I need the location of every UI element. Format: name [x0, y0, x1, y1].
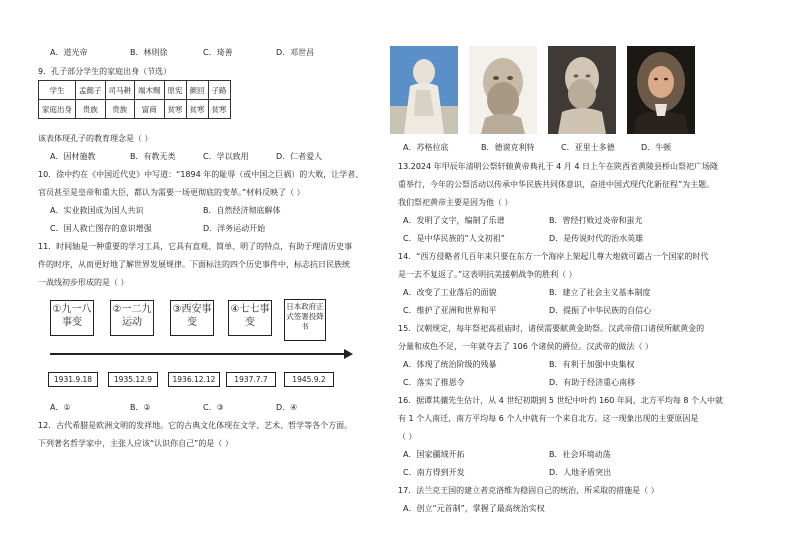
q17-stem: 17．法兰克王国的建立者克洛维为稳固自己的统治，所采取的措施是（ ）	[398, 486, 659, 495]
q12-line-1: 12．古代希腊是欧洲文明的发祥地。它的古典文化体现在文学、艺术、哲学等各个方面。	[38, 421, 353, 430]
timeline-date-5: 1945.9.2	[284, 372, 334, 387]
table-cell: 司马耕	[105, 81, 135, 100]
q13-option-d: D．是传说时代的治水英雄	[549, 234, 644, 243]
timeline-event-3: ③西安事变	[170, 300, 214, 336]
table-cell: 贫寒	[164, 100, 186, 119]
table-cell: 端木赐	[135, 81, 165, 100]
q16-option-b: B．社会环境动荡	[549, 450, 611, 459]
q16-option-d: D．人地矛盾突出	[549, 468, 612, 477]
q11-line-1: 11．时间轴是一种重要的学习工具，它具有直观、简单、明了的特点，有助于理清历史事	[38, 242, 353, 251]
q12-option-a: A．苏格拉底	[403, 143, 449, 152]
q9-option-c: C．学以致用	[203, 152, 249, 161]
q17-option-a: A．创立“元首制”，掌握了最高统治实权	[403, 504, 545, 513]
q9-option-b: B．有教无类	[130, 152, 176, 161]
q12-line-2: 下列著名哲学家中，主张人应该“认识你自己”的是（ ）	[38, 439, 233, 448]
table-cell: 孟懿子	[76, 81, 106, 100]
timeline-date-4: 1937.7.7	[226, 372, 276, 387]
q15-option-d: D．有助于经济重心南移	[549, 378, 636, 387]
q11-line-2: 件的时序，从而更好地了解世界发展规律。下面标注的四个历史事件中，标志抗日民族统	[38, 260, 350, 269]
table-row	[39, 81, 231, 100]
timeline-arrow-icon	[344, 349, 353, 359]
q14-line-2: 是一去不复返了。”这表明抗美援朝战争的胜利（ ）	[398, 270, 577, 279]
q9-question: 该表体现孔子的教育理念是（ ）	[38, 134, 153, 143]
q14-option-b: B．建立了社会主义基本制度	[549, 288, 651, 297]
q16-line-2: 有 1 个人南迁，南方平均每 6 个人中就有一个来自北方。这一现象出现的主要原因是	[398, 414, 699, 423]
q12-option-d: D．牛顿	[641, 143, 672, 152]
q16-option-a: A．国家疆域开拓	[403, 450, 465, 459]
q11-option-c: C．③	[203, 403, 224, 412]
q16-line-1: 16．据谭其骧先生估计，从 4 世纪初期到 5 世纪中叶约 160 年间，北方平均每 8 个人中就	[398, 396, 724, 405]
q14-option-c: C．维护了亚洲和世界和平	[403, 306, 497, 315]
table-cell: 贵族	[76, 100, 106, 119]
q9-option-a: A．因材施教	[50, 152, 96, 161]
q14-line-1: 14．“西方侵略者几百年来只要在东方一个海岸上架起几尊大炮就可霸占一个国家的时代	[398, 252, 709, 261]
table-row	[39, 100, 231, 119]
q12-option-c: C．亚里士多德	[561, 143, 615, 152]
table-cell: 原宪	[164, 81, 186, 100]
q13-line-1: 13.2024 年甲辰年清明公祭轩辕黄帝典礼于 4 月 4 日上午在陕西省黄陵县桥山祭祀广场隆	[398, 162, 718, 171]
q8-option-c: C．琦善	[203, 48, 233, 57]
table-cell: 富商	[135, 100, 165, 119]
q11-option-d: D．④	[276, 403, 298, 412]
timeline-event-4: ④七七事变	[228, 300, 272, 336]
q10-line-1: 10．徐中约在《中国近代史》中写道：“1894 年的耻辱（或中国之巨祸）的大败，让学者、	[38, 170, 364, 179]
q10-option-a: A．实业救国成为国人共识	[50, 206, 144, 215]
timeline-date-3: 1936.12.12	[168, 372, 220, 387]
q14-option-d: D．提振了中华民族的自信心	[549, 306, 652, 315]
table-cell: 贵族	[105, 100, 135, 119]
q8-option-a: A．道光帝	[50, 48, 88, 57]
q15-option-a: A．体现了统治阶级的残暴	[403, 360, 497, 369]
table-cell: 家庭出身	[39, 100, 76, 119]
q14-option-a: A．改变了工业落后的面貌	[403, 288, 497, 297]
q13-option-c: C．是中华民族的“人文初祖”	[403, 234, 505, 243]
q13-line-3: 我们祭祀黄帝主要是因为他（ ）	[398, 198, 513, 207]
democritus-bust-icon	[469, 46, 537, 134]
timeline-date-1: 1931.9.18	[48, 372, 98, 387]
newton-portrait-icon	[627, 46, 695, 134]
q15-line-2: 分量和成色不足，一年就夺去了 106 个诸侯的爵位。汉武帝的做法（ ）	[398, 342, 653, 351]
q15-line-1: 15．汉朝规定，每年祭祀高祖庙时，诸侯需要献黄金助祭。汉武帝借口诸侯所献黄金的	[398, 324, 705, 333]
table-cell: 学生	[39, 81, 76, 100]
aristotle-bust-icon	[548, 46, 616, 134]
table-cell: 贫寒	[186, 100, 208, 119]
q16-option-c: C．南方得到开发	[403, 468, 465, 477]
q9-option-d: D．仁者爱人	[276, 152, 323, 161]
q16-line-3: （ ）	[398, 432, 417, 441]
table-cell: 贫寒	[208, 100, 230, 119]
q15-option-b: B．有利于加强中央集权	[549, 360, 635, 369]
table-cell: 子路	[208, 81, 230, 100]
timeline-event-1: ①九一八事变	[50, 300, 94, 336]
q11-line-3: 一战线初步形成的是（ ）	[38, 278, 129, 287]
q10-option-b: B．自然经济彻底解体	[203, 206, 281, 215]
q9-stem: 9．孔子部分学生的家庭出身（节选）	[38, 67, 172, 76]
table-cell: 颜回	[186, 81, 208, 100]
q13-line-2: 重举行，今年的公祭活动以传承中华民族共同体意识，奋进中国式现代化新征程”为主题。	[398, 180, 715, 189]
timeline-event-5: 日本政府正式签署投降书	[284, 299, 326, 341]
socrates-statue-icon	[390, 46, 458, 134]
q8-option-b: B．林则徐	[130, 48, 168, 57]
q15-option-c: C．落实了推恩令	[403, 378, 465, 387]
q11-option-b: B．②	[130, 403, 151, 412]
q10-line-2: 官员甚至是皇帝和重大臣，都认为需要一场更彻底的变革。”材料反映了（ ）	[38, 188, 305, 197]
timeline-date-2: 1935.12.9	[108, 372, 158, 387]
q13-option-b: B．曾经打败过炎帝和蚩尤	[549, 216, 643, 225]
timeline-event-2: ②一二九运动	[110, 300, 154, 336]
q9-table	[38, 80, 231, 119]
q11-option-a: A．①	[50, 403, 71, 412]
timeline-axis	[50, 353, 346, 355]
q10-option-c: C．国人救亡图存的意识增强	[50, 224, 152, 233]
q10-option-d: D．洋务运动开始	[203, 224, 266, 233]
q12-option-b: B．德谟克利特	[481, 143, 535, 152]
q8-option-d: D．邓世昌	[276, 48, 315, 57]
q13-option-a: A．发明了文字，编制了乐谱	[403, 216, 505, 225]
